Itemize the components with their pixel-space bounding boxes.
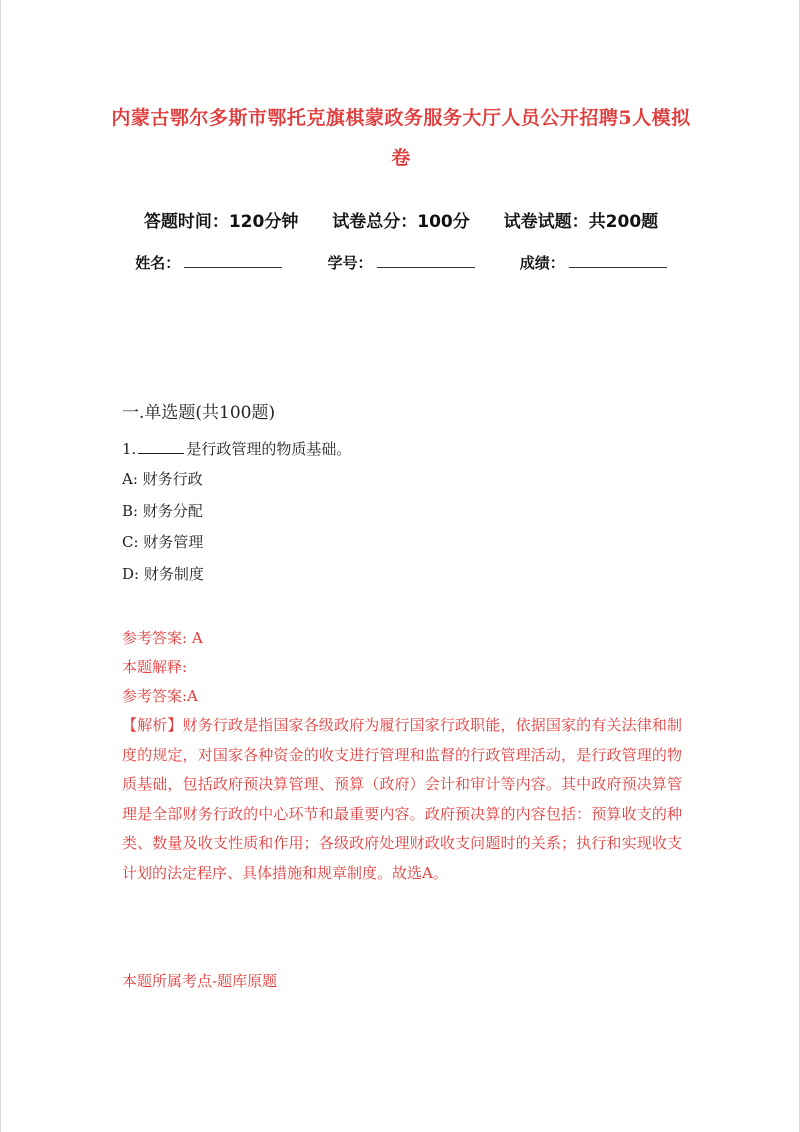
exam-total-score: 试卷总分：100分 — [332, 212, 470, 232]
exam-time: 答题时间：120分钟 — [143, 212, 299, 232]
option-c: C: 财务管理 — [122, 533, 204, 551]
student-info — [1, 252, 800, 273]
topic-note: 本题所属考点-题库原题 — [122, 972, 278, 990]
student-id-blank-line — [377, 253, 475, 268]
name-field — [135, 252, 282, 273]
reference-answer: 参考答案: A — [122, 629, 203, 647]
analysis-text: 【解析】财务行政是指国家各级政府为履行国家行政职能，依据国家的有关法律和制度的规定，对国家各种资金的收支进行管理和监督的行政管理活动，是行政管理的物质基础，包括政府预决算管理、预算（政府）会计和审计等内容。其中政府预决算管理是全部财务行政的中心环节和最重要内容。政府预决算的内容包括：预算收支的种类、数量及收支性质和作用；各级政府处理财政收支问题时的关系；执行和实现收支计划的法定程序、具体措施和规章制度。故选A。 — [122, 716, 682, 882]
student-id-label: 学号： — [327, 254, 373, 272]
name-blank-line — [184, 253, 282, 268]
option-list — [122, 466, 204, 592]
exam-title: 内蒙古鄂尔多斯市鄂托克旗棋蒙政务服务大厅人员公开招聘5人模拟卷 — [111, 107, 691, 169]
question-stem — [122, 438, 351, 459]
answer-block — [122, 624, 682, 888]
name-label: 姓名： — [135, 254, 181, 272]
reference-answer-repeat: 参考答案:A — [122, 687, 198, 705]
exam-meta — [1, 207, 800, 232]
question-number: 1. — [122, 440, 137, 458]
score-field — [520, 252, 667, 273]
option-b: B: 财务分配 — [122, 501, 203, 520]
score-blank-line — [569, 253, 667, 268]
question-text: 是行政管理的物质基础。 — [186, 440, 352, 458]
exam-question-count: 试卷试题：共200题 — [503, 212, 659, 232]
option-a: A: 财务行政 — [122, 470, 203, 488]
explanation-label: 本题解释: — [122, 658, 188, 676]
section-heading: 一.单选题(共100题) — [122, 403, 276, 423]
option-d: D: 财务制度 — [122, 564, 204, 583]
question-blank — [138, 441, 184, 454]
student-id-field — [327, 252, 474, 273]
score-label: 成绩： — [519, 254, 565, 272]
